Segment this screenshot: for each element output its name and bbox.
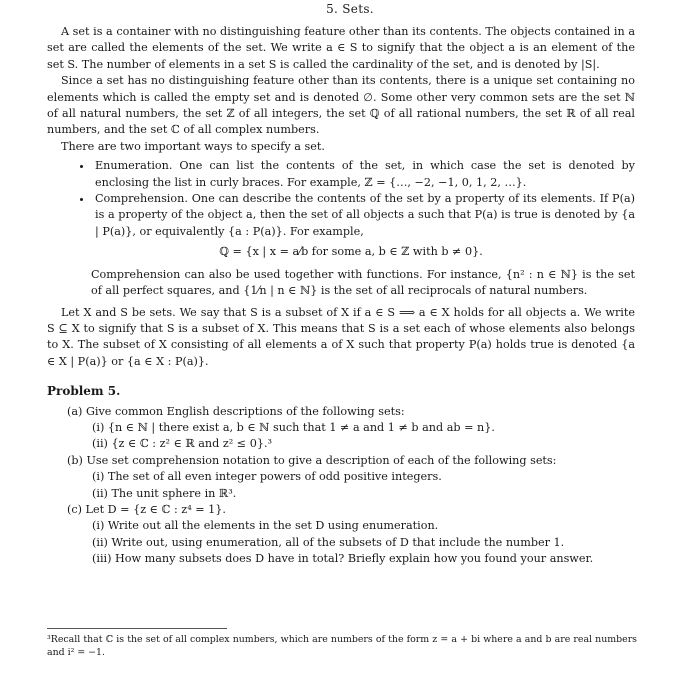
footnote-divider [47,628,227,629]
part-c-iii: (iii) How many subsets does D have in total? Briefly explain how you found your answer. [92,552,594,566]
paragraph-two-ways: There are two important ways to specify a set. [61,139,325,153]
paragraph-set-definition: A set is a container with no distinguishing feature other than its contents. The objects contained in a set are called the elements of the set. We write a ∈ S to signify that the object a is an element of the set S. The number of elements in a set S is called the cardinality of the set, and is denoted by |S|. [47,25,635,71]
part-c: (c) Let D = {z ∈ ℂ : z⁴ = 1}. [67,502,226,516]
problem-title: Problem 5. [47,384,121,399]
main-text [47,24,635,568]
part-c-ii: (ii) Write out, using enumeration, all of the subsets of D that include the number 1. [92,535,565,549]
paragraph-comprehension-functions: Comprehension can also be used together with functions. For instance, {n² : n ∈ ℕ} is the set of all perfect squares, and {1⁄n | n ∈ ℕ} is the set of all reciprocals of natural numbers. [91,267,635,298]
section-header: 5. Sets. [326,2,374,16]
equation-rationals: ℚ = {x | x = a⁄b for some a, b ∈ ℤ with b ≠ 0}. [219,245,483,259]
part-a: (a) Give common English descriptions of the following sets: [67,404,405,418]
part-b-i: (i) The set of all even integer powers of odd positive integers. [92,470,442,484]
part-b-ii: (ii) The unit sphere in ℝ³. [92,486,237,500]
bullet-enumeration: • Enumeration. One can list the contents of the set, in which case the set is denoted by enclosing the list in curly braces. For example, ℤ = {…, −2, −1, 0, 1, 2, …}. [93,158,635,191]
part-a-i: (i) {n ∈ ℕ | there exist a, b ∈ ℕ such that 1 ≠ a and 1 ≠ b and ab = n}. [92,420,495,434]
bullet-list [47,158,635,240]
problem-block [47,383,635,567]
part-a-ii: (ii) {z ∈ ℂ : z² ∈ ℝ and z² ≤ 0}.³ [92,437,272,451]
bullet-comprehension: • Comprehension. One can describe the contents of the set by a property of its elements. If P(a) is a property of the object a, then the set of all objects a such that P(a) is true is denoted by {a | P(a)}, or equivalently {a : P(a)}. For example, [93,191,635,240]
paragraph-subset: Let X and S be sets. We say that S is a subset of X if a ∈ S ⟹ a ∈ X holds for all objects a. We write S ⊆ X to signify that S is a subset of X. This means that S is a set each of whose elements also belongs to X. The subset of X consisting of all elements a of X such that property P(a) holds true is denoted {a ∈ X | P(a)} or {a ∈ X : P(a)}. [47,305,635,368]
part-c-i: (i) Write out all the elements in the set D using enumeration. [92,519,439,533]
part-b: (b) Use set comprehension notation to give a description of each of the following sets: [67,453,557,467]
paragraph-empty-set: Since a set has no distinguishing feature other than its contents, there is a unique set containing no elements which is called the empty set and is denoted ∅. Some other very common sets are the set ℕ of all natural numbers, the set ℤ of all integers, the set ℚ of all rational numbers, the set ℝ of all real numbers, and the set ℂ of all complex numbers. [47,74,635,137]
footnote: ³Recall that ℂ is the set of all complex numbers, which are numbers of the form z = a + bi where a and b are real numbers and i² = −1. [47,634,637,658]
